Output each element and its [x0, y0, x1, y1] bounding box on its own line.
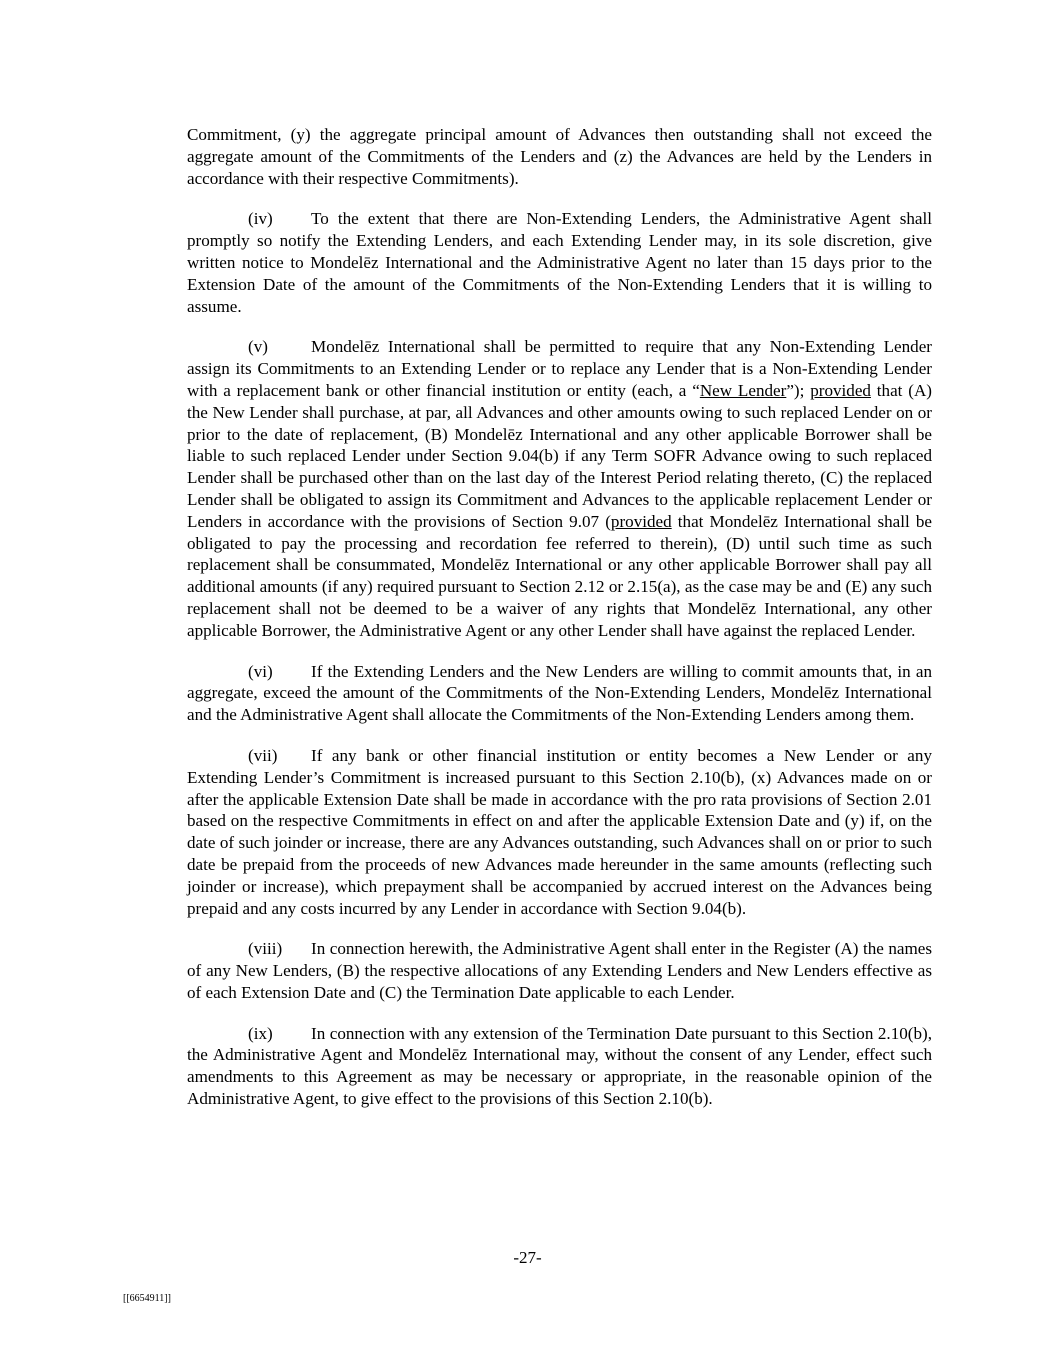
- provided-term: provided: [610, 511, 672, 531]
- page-number: -27-: [513, 1248, 542, 1267]
- paragraph-viii: [187, 938, 932, 1003]
- paragraph-continuation: [187, 124, 932, 189]
- paragraph-number: (iv): [248, 209, 273, 229]
- paragraph-text: To the extent that there are Non-Extending Lenders, the Administrative Agent shall promptly so notify the Extending Lenders, and each Extending Lender may, in its sole discretion, give written notice to Mondelēz International and the Administrative Agent no later than 15 days prior to the Extension Date of the amount of the Commitments of the Non-Extending Lenders that it is willing to assume.: [187, 209, 932, 316]
- paragraph-text: that (A) the New Lender shall purchase, at par, all Advances and other amounts owing to such replaced Lender on or prior to the date of replacement, (B) Mondelēz International and any other applicable Borrower shall be liable to such replaced Lender under Section 9.04(b) if any Term SOFR Advance owing to such replaced Lender shall be purchased other than on the last day of the Interest Period relating thereto, (C) the replaced Lender shall be obligated to assign its Commitment and Advances to the applicable replacement Lender or Lenders in accordance with the provisions of Section 9.07 (: [187, 380, 932, 531]
- paragraph-text: ”);: [786, 380, 811, 400]
- paragraph-text: If any bank or other financial institution or entity becomes a New Lender or any Extending Lender’s Commitment is increased pursuant to this Section 2.10(b), (x) Advances made on or after the applicable Extension Date shall be made in accordance with the pro rata provisions of Section 2.01 based on the respective Commitments in effect on and after the applicable Extension Date and (y) if, on the date of such joinder or increase, there are any Advances outstanding, such Advances shall on or prior to such date be prepaid from the proceeds of new Advances made hereunder in the same amounts (reflecting such joinder or increase), which prepayment shall be accompanied by accrued interest on the Advances being prepaid and any costs incurred by any Lender in accordance with Section 9.04(b).: [187, 745, 932, 918]
- paragraph-vi: [187, 661, 932, 726]
- paragraph-text: that Mondelēz International shall be obligated to pay the processing and recordation fee referred to therein), (D) until such time as such replacement shall be consummated, Mondelēz International or any other applicable Borrower shall pay all additional amounts (if any) required pursuant to Section 2.12 or 2.15(a), as the case may be and (E) any such replacement shall not be deemed to be a waiver of any rights that Mondelēz International, any other applicable Borrower, the Administrative Agent or any other Lender shall have against the replaced Lender.: [187, 511, 932, 640]
- document-body: [187, 124, 932, 1129]
- paragraph-v: [187, 336, 932, 641]
- paragraph-number: (viii): [248, 939, 283, 959]
- paragraph-vii: [187, 745, 932, 919]
- paragraph-number: (vi): [248, 661, 273, 681]
- paragraph-text: In connection with any extension of the Termination Date pursuant to this Section 2.10(b), the Administrative Agent and Mondelēz International may, without the consent of any Lender, effect such amendments to this Agreement as may be necessary or appropriate, in the reasonable opinion of the Administrative Agent, to give effect to the provisions of this Section 2.10(b).: [187, 1023, 932, 1109]
- paragraph-iv: [187, 208, 932, 317]
- defined-term-new-lender: New Lender: [699, 380, 787, 400]
- document-id: [[6654911]]: [123, 1293, 171, 1304]
- provided-term: provided: [810, 380, 871, 400]
- paragraph-text: Commitment, (y) the aggregate principal amount of Advances then outstanding shall not exceed the aggregate amount of the Commitments of the Lenders and (z) the Advances are held by the Lenders in accordance with their respective Commitments).: [187, 125, 932, 188]
- paragraph-number: (v): [248, 337, 268, 357]
- paragraph-text: If the Extending Lenders and the New Lenders are willing to commit amounts that, in an aggregate, exceed the amount of the Commitments of the Non-Extending Lenders, Mondelēz International and the Administrative Agent shall allocate the Commitments of the Non-Extending Lenders among them.: [187, 661, 932, 725]
- paragraph-text: Mondelēz International shall be permitted to require that any Non-Extending Lender assign its Commitments to an Extending Lender or to replace any Lender that is a Non-Extending Lender with a replacement bank or other financial institution or entity (each, a “: [187, 337, 932, 400]
- paragraph-text: In connection herewith, the Administrative Agent shall enter in the Register (A) the names of any New Lenders, (B) the respective allocations of any Extending Lenders and New Lenders effective as of each Extension Date and (C) the Termination Date applicable to each Lender.: [187, 939, 932, 1002]
- paragraph-ix: [187, 1023, 932, 1110]
- paragraph-number: (vii): [248, 745, 278, 765]
- paragraph-number: (ix): [248, 1023, 273, 1043]
